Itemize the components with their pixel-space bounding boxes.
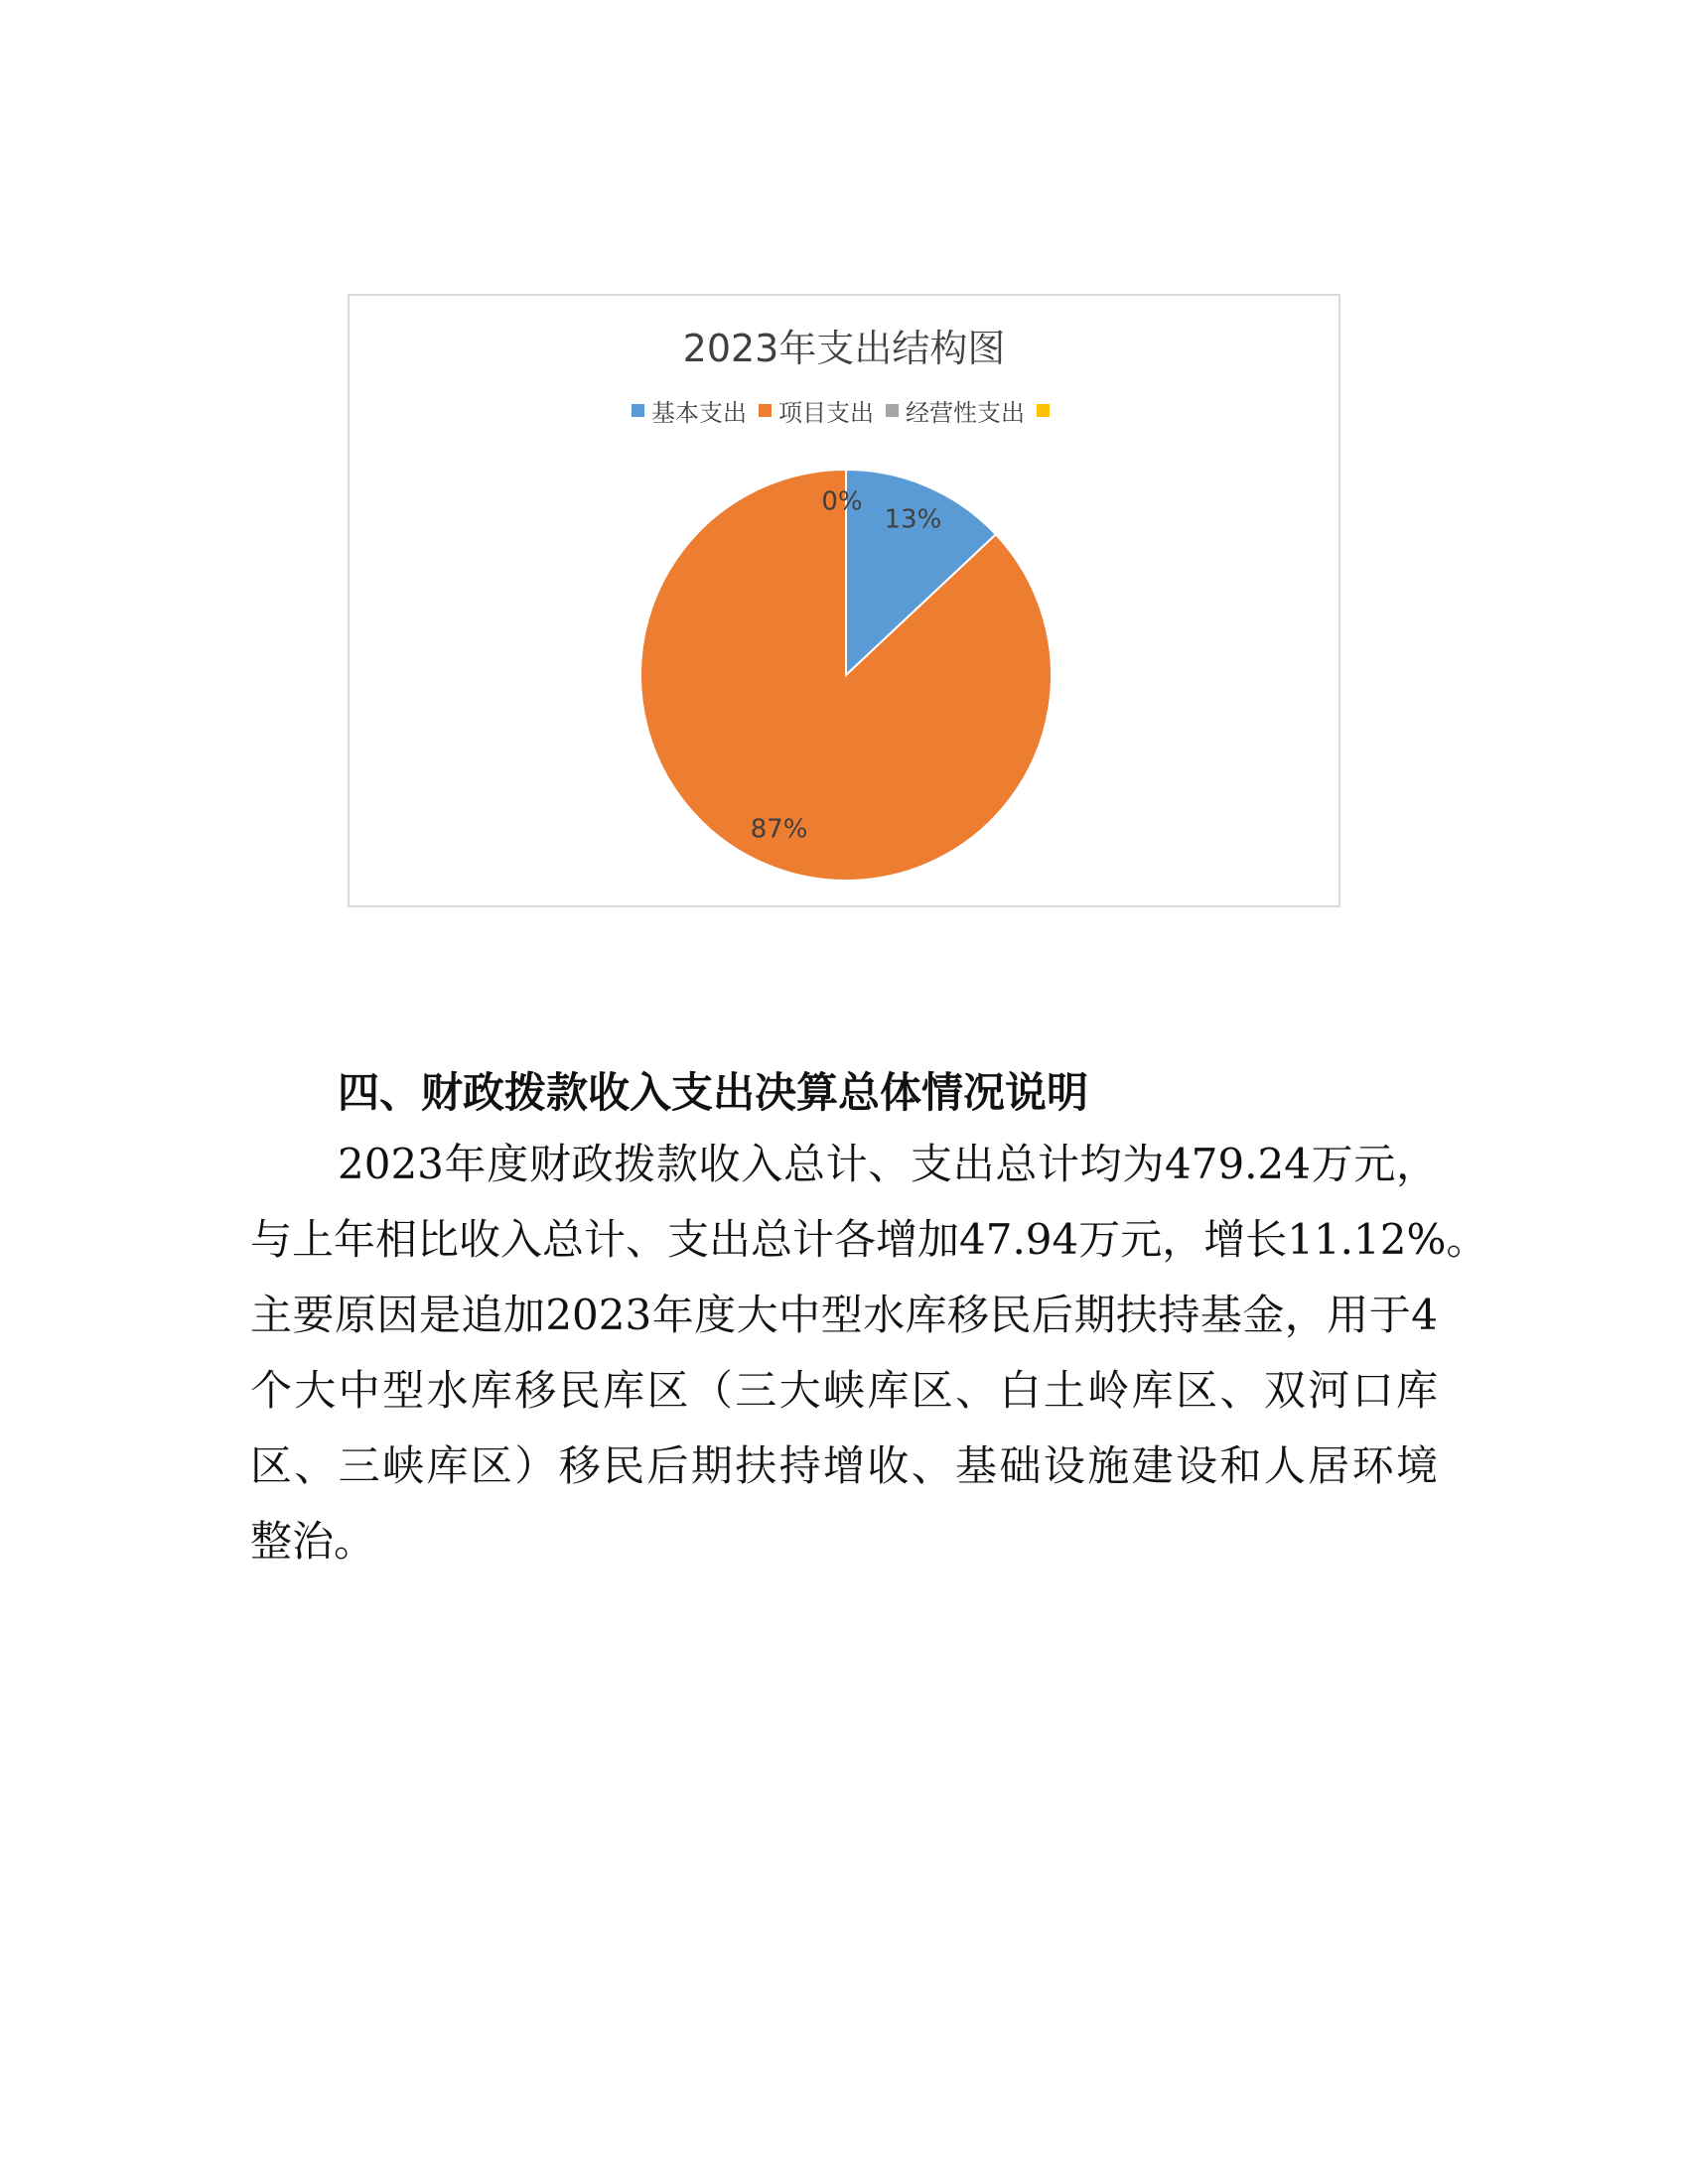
chart-title: 2023年支出结构图 [682, 327, 1006, 370]
paragraph-line-2: 与上年相比收入总计、支出总计各增加47.94万元，增长11.12%。 [250, 1215, 1488, 1264]
label-operating: 0% [821, 486, 863, 517]
section-heading: 四、财政拨款收入支出决算总体情况说明 [338, 1068, 1089, 1117]
label-project: 87% [750, 814, 808, 845]
legend-label-project: 项目支出 [778, 399, 874, 427]
paragraph-line-4: 个大中型水库移民库区（三大峡库区、白土岭库区、双河口库 [250, 1366, 1438, 1415]
label-basic: 13% [884, 504, 942, 535]
paragraph-line-1: 2023年度财政拨款收入总计、支出总计均为479.24万元， [338, 1140, 1438, 1188]
legend-label-basic: 基本支出 [651, 399, 747, 427]
legend-label-operating: 经营性支出 [906, 399, 1025, 427]
pie-chart [350, 296, 1342, 909]
paragraph-line-6: 整治。 [250, 1517, 376, 1566]
paragraph-line-5: 区、三峡库区）移民后期扶持增收、基础设施建设和人居环境 [250, 1441, 1438, 1490]
paragraph-line-3: 主要原因是追加2023年度大中型水库移民后期扶持基金，用于4 [250, 1291, 1438, 1339]
chart-container [348, 294, 1340, 907]
